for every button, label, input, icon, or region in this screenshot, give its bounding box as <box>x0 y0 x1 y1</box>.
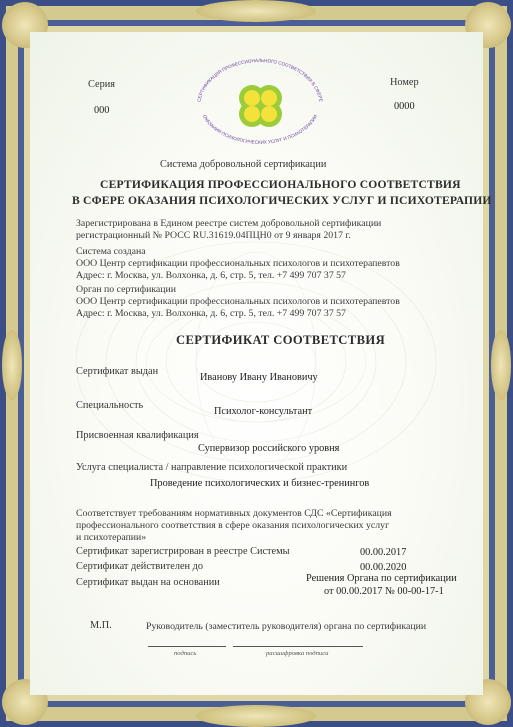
certificate-paper <box>30 32 492 695</box>
series-label: Серия <box>88 79 115 90</box>
registered-line1: Зарегистрирована в Едином реестре систем добровольной сертификации <box>76 218 382 229</box>
registered-value: 00.00.2017 <box>360 547 407 558</box>
issued-to-label: Сертификат выдан <box>76 366 159 377</box>
created-label: Система создана <box>76 246 146 257</box>
compliance-line2: профессионального соответствия в сфере оказания психологических услуг <box>76 520 390 531</box>
valid-value: 00.00.2020 <box>360 562 407 573</box>
created-address: Адрес: г. Москва, ул. Волхонка, д. 6, стр. 5, тел. +7 499 707 37 57 <box>76 270 346 281</box>
service-label: Услуга специалиста / направление психологической практики <box>76 462 348 473</box>
qualification-label: Присвоенная квалификация <box>76 430 199 441</box>
organ-address: Адрес: г. Москва, ул. Волхонка, д. 6, стр. 5, тел. +7 499 707 37 57 <box>76 308 346 319</box>
created-org: ООО Центр сертификации профессиональных психологов и психотерапевтов <box>76 258 400 269</box>
organ-label: Орган по сертификации <box>76 284 177 295</box>
basis-value-line2: от 00.00.2017 № 00-00-17-1 <box>324 586 444 597</box>
system-caption: Система добровольной сертификации <box>160 159 327 170</box>
system-title-line1: СЕРТИФИКАЦИЯ ПРОФЕССИОНАЛЬНОГО СООТВЕТСТВИЯ <box>100 178 461 191</box>
top-ornament-icon <box>196 0 316 22</box>
issued-to-value: Иванову Ивану Ивановичу <box>200 372 318 383</box>
organ-org: ООО Центр сертификации профессиональных психологов и психотерапевтов <box>76 296 400 307</box>
certificate-title: СЕРТИФИКАТ СООТВЕТСТВИЯ <box>176 333 386 347</box>
left-ornament-icon <box>2 330 22 400</box>
specialty-value: Психолог-консультант <box>214 406 313 417</box>
registered-line2: регистрационный № РОСС RU.31619.04ПЦН0 от 9 января 2017 г. <box>76 230 351 241</box>
head-label: Руководитель (заместитель руководителя) органа по сертификации <box>146 621 427 632</box>
service-value: Проведение психологических и бизнес-тренингов <box>150 478 370 489</box>
right-ornament-icon <box>491 330 511 400</box>
bottom-ornament-icon <box>196 705 316 727</box>
seal-arc-bottom-text: ОКАЗАНИЯ ПСИХОЛОГИЧЕСКИХ УСЛУГ И ПСИХОТЕРАПИИ <box>201 113 319 145</box>
compliance-line1: Соответствует требованиям нормативных документов СДС «Сертификация <box>76 508 392 519</box>
signature-line <box>148 646 226 647</box>
number-value: 0000 <box>394 101 415 112</box>
compliance-line3: и психотерапии» <box>76 532 147 543</box>
seal-arc-top-text: СЕРТИФИКАЦИЯ ПРОФЕССИОНАЛЬНОГО СООТВЕТСТВИЯ В СФЕРЕ <box>196 57 324 103</box>
specialty-label: Специальность <box>76 400 144 411</box>
signature-caption: подпись <box>174 650 197 657</box>
number-label: Номер <box>390 77 419 88</box>
qualification-value: Супервизор российского уровня <box>198 443 340 454</box>
valid-label: Сертификат действителен до <box>76 561 204 572</box>
decoding-line <box>233 646 363 647</box>
series-value: 000 <box>94 105 110 116</box>
basis-value-line1: Решения Органа по сертификации <box>306 573 457 584</box>
organization-seal-icon <box>180 52 340 157</box>
system-title-line2: В СФЕРЕ ОКАЗАНИЯ ПСИХОЛОГИЧЕСКИХ УСЛУГ И ПСИХОТЕРАПИИ <box>72 194 492 207</box>
stamp-label: М.П. <box>90 620 112 631</box>
registered-label: Сертификат зарегистрирован в реестре Системы <box>76 546 290 557</box>
decoding-caption: расшифровка подписи <box>266 650 329 657</box>
basis-label: Сертификат выдан на основании <box>76 577 220 588</box>
